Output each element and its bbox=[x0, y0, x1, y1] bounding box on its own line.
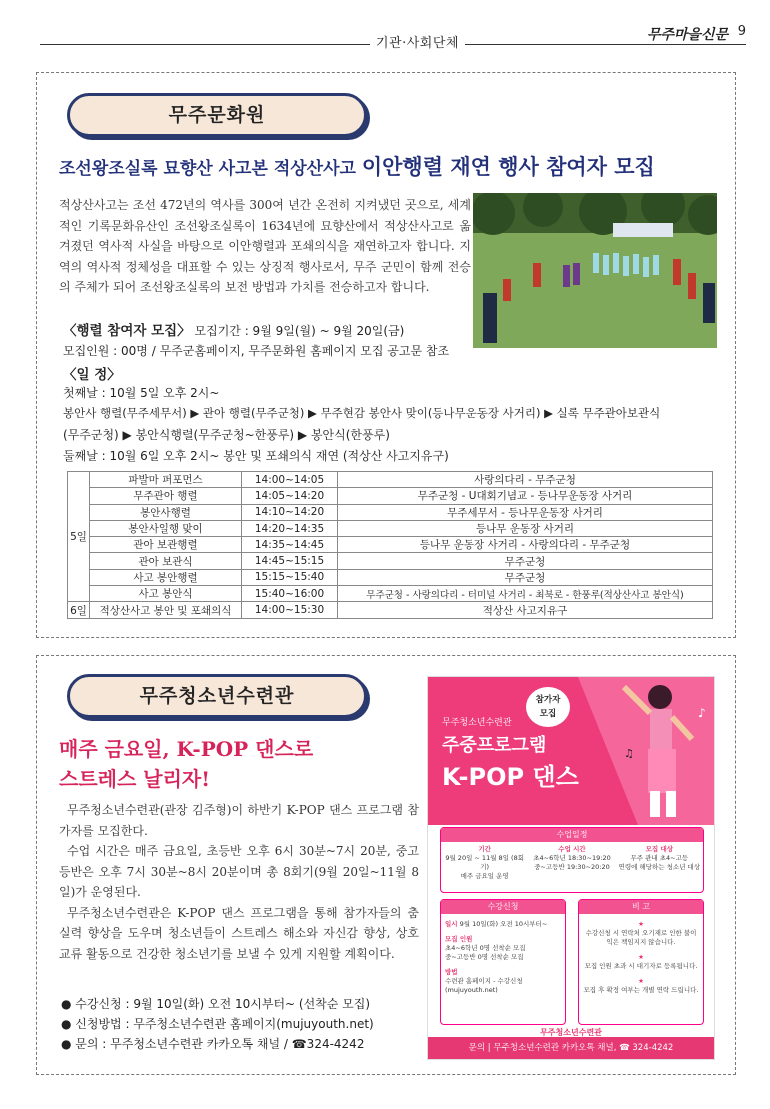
time-cell: 15:40~16:00 bbox=[242, 586, 338, 602]
org-name: 무주청소년수련관 bbox=[139, 685, 295, 707]
badge-line-1: 참가자 bbox=[535, 695, 561, 705]
body-paragraph: 수업 시간은 매주 금요일, 초등반 오후 6시 30분~7시 20분, 중고등반은 오후 7시 30분~8시 20분이며 총 8회기(9월 20일~11월 8일)가 운영된다. bbox=[59, 844, 419, 899]
col-head: 모집 대상 bbox=[645, 845, 674, 853]
event-cell: 적상산사고 봉안 및 포쇄의식 bbox=[90, 602, 242, 618]
schedule-route-1: 봉안사 행렬(무주세무서) ▶ 관아 행렬(무주군청) ▶ 무주현감 봉안사 맞이(등나무운동장 사거리) ▶ 실록 무주관아보관식 bbox=[63, 406, 661, 420]
article-munhwawon bbox=[36, 72, 736, 638]
article-body bbox=[59, 800, 419, 964]
poster-title-1: 주중프로그램 bbox=[442, 735, 547, 756]
headline-main: 이안행렬 재연 행사 참여자 모집 bbox=[361, 154, 655, 179]
recruit-line bbox=[63, 319, 404, 339]
col-value: 9월 20일 ~ 11월 8일 (8회기) bbox=[445, 854, 524, 871]
poster-class-schedule bbox=[440, 827, 704, 893]
col-head: 수업 시간 bbox=[558, 845, 586, 853]
time-cell: 14:05~14:20 bbox=[242, 488, 338, 504]
kpop-poster bbox=[427, 676, 715, 1060]
svg-text:♪: ♪ bbox=[698, 706, 706, 720]
schedule-heading-wrap bbox=[63, 363, 121, 383]
time-cell: 14:00~14:05 bbox=[242, 472, 338, 488]
table-row bbox=[68, 488, 713, 504]
schedule-route-2: (무주군청) ▶ 봉안식행렬(무주군청~한풍루) ▶ 봉안식(한풍루) bbox=[63, 428, 390, 442]
table-row bbox=[68, 569, 713, 585]
col-head: 기간 bbox=[478, 845, 491, 853]
schedule-day1: 첫째날 : 10월 5일 오후 2시~ bbox=[63, 386, 220, 400]
article-youth-center bbox=[36, 655, 736, 1075]
event-cell: 사고 봉안식 bbox=[90, 586, 242, 602]
place-cell: 무주군청 bbox=[338, 569, 713, 585]
time-cell: 14:45~15:15 bbox=[242, 553, 338, 569]
poster-apply bbox=[440, 899, 566, 1025]
note-item: 모집 후 확정 여부는 개별 연락 드립니다. bbox=[583, 986, 699, 994]
target-col bbox=[616, 842, 703, 881]
field-value: 9월 10일(화) 오전 10시부터~ bbox=[459, 920, 548, 928]
newspaper-logo: 무주마을신문 bbox=[645, 24, 730, 44]
section-title: 기관·사회단체 bbox=[370, 32, 465, 51]
event-cell: 사고 봉안행렬 bbox=[90, 569, 242, 585]
headline-line-1: 매주 금요일, K-POP 댄스로 bbox=[59, 737, 314, 761]
field-value: 중~고등반 0명 선착순 모집 bbox=[445, 953, 524, 961]
time-col bbox=[528, 842, 615, 881]
day-cell: 6일 bbox=[68, 602, 90, 618]
time-cell: 14:20~14:35 bbox=[242, 520, 338, 536]
place-cell: 적상산 사고지유구 bbox=[338, 602, 713, 618]
table-row bbox=[68, 537, 713, 553]
schedule-heading: 〈일 정〉 bbox=[63, 367, 121, 383]
event-cell: 파발마 퍼포먼스 bbox=[90, 472, 242, 488]
day-cell: 5일 bbox=[68, 472, 90, 602]
event-cell: 무주관아 행렬 bbox=[90, 488, 242, 504]
table-row bbox=[68, 586, 713, 602]
org-name: 무주문화원 bbox=[168, 104, 266, 126]
list-item: ● 문의 : 무주청소년수련관 카카오톡 채널 / ☎324-4242 bbox=[61, 1037, 365, 1051]
time-cell: 14:10~14:20 bbox=[242, 504, 338, 520]
poster-notes: 비 고 ★ 수강신청 시 연락처 오기재로 인한 불이익은 책임지지 않습니다. ★ 모집 인원 초과 시 대기자로 등록됩니다. ★ 모집 후 확정 여부는 개별 연락 드립니다. bbox=[578, 899, 704, 1025]
body-paragraph: 무주청소년수련관(관장 김주형)이 하반기 K-POP 댄스 프로그램 참가자를 모집한다. bbox=[59, 803, 419, 838]
place-cell: 사랑의다리 - 무주군청 bbox=[338, 472, 713, 488]
article-headline bbox=[59, 734, 313, 794]
event-cell: 관아 보관식 bbox=[90, 553, 242, 569]
org-banner bbox=[67, 93, 367, 137]
note-item: 모집 인원 초과 시 대기자로 등록됩니다. bbox=[584, 962, 698, 970]
event-photo bbox=[473, 193, 717, 348]
poster-org: 무주청소년수련관 bbox=[442, 718, 512, 728]
badge-line-2: 모집 bbox=[539, 709, 557, 719]
note-item: 수강신청 시 연락처 오기재로 인한 불이익은 책임지지 않습니다. bbox=[585, 929, 697, 946]
field-label: 모집 인원 bbox=[445, 935, 473, 943]
time-cell: 14:00~15:30 bbox=[242, 602, 338, 618]
article-body: 적상산사고는 조선 472년의 역사를 300여 년간 온전히 지켜냈던 곳으로, 세계적인 기록문화유산인 조선왕조실록이 1634년에 묘향산에서 적상산사고로 옮겨졌던 역사적 사실을 바탕으로 이안행렬과 포쇄의식을 재연하고자 합니다. 지역의 역사적 정체성을 대표할 수 있는 상징적 행사로서, 무주 군민이 함께 전승의 주체가 되어 조선왕조실록의 보전 방법과 가치를 전승하고자 합니다. bbox=[59, 198, 471, 294]
section-title: 수강신청 bbox=[441, 900, 565, 914]
place-cell: 무주세무서 - 등나무운동장 사거리 bbox=[338, 504, 713, 520]
time-cell: 15:15~15:40 bbox=[242, 569, 338, 585]
place-cell: 무주군청 - 사랑의다리 - 터미널 사거리 - 최북로 - 한풍루(적상산사고 봉안식) bbox=[338, 586, 713, 602]
poster-footer-logo: 무주청소년수련관 bbox=[540, 1028, 602, 1037]
table-row bbox=[68, 472, 713, 488]
schedule-table bbox=[67, 471, 713, 619]
col-value: 연령에 해당하는 청소년 대상 bbox=[618, 863, 701, 871]
col-value: 중~고등반 19:30~20:20 bbox=[534, 863, 610, 871]
procession-photo-illustration bbox=[473, 193, 717, 348]
period-col bbox=[441, 842, 528, 881]
field-label: 일시 bbox=[445, 920, 458, 928]
schedule-day2: 둘째날 : 10월 6일 오후 2시~ 봉안 및 포쇄의식 재연 (적상산 사고지유구) bbox=[63, 449, 449, 463]
table-row bbox=[68, 504, 713, 520]
event-cell: 관아 보관행렬 bbox=[90, 537, 242, 553]
place-cell: 등나무 운동장 사거리 bbox=[338, 520, 713, 536]
place-cell: 무주군청 - U대회기념교 - 등나무운동장 사거리 bbox=[338, 488, 713, 504]
poster-title-2: K-POP 댄스 bbox=[442, 763, 579, 791]
field-value: 수련관 홈페이지 - 수강신청 bbox=[445, 977, 523, 985]
section-title: 비 고 bbox=[579, 900, 703, 914]
field-value: 초4~6학년 0명 선착순 모집 bbox=[445, 944, 526, 952]
article-headline bbox=[59, 151, 655, 181]
table-row bbox=[68, 602, 713, 618]
list-item: ● 수강신청 : 9월 10일(화) 오전 10시부터~ (선착순 모집) bbox=[61, 997, 371, 1011]
col-value: 무주 관내 초4~고등 bbox=[630, 854, 689, 862]
recruit-heading: 〈행렬 참여자 모집〉 bbox=[63, 323, 191, 339]
event-cell: 봉안사일행 맞이 bbox=[90, 520, 242, 536]
body-paragraph: 무주청소년수련관은 K-POP 댄스 프로그램을 통해 참가자들의 춤 실력 향상을 도우며 청소년들이 스트레스 해소와 자신감 향상, 상호 교류 활동으로 건강한 청소년기를 보낼 수 있게 지원할 계획이다. bbox=[59, 905, 419, 961]
list-item: ● 신청방법 : 무주청소년수련관 홈페이지(mujuyouth.net) bbox=[61, 1017, 374, 1031]
place-cell: 등나무 운동장 사거리 - 사랑의다리 - 무주군청 bbox=[338, 537, 713, 553]
page-header bbox=[40, 22, 746, 51]
poster-header bbox=[428, 677, 714, 825]
field-label: 방법 bbox=[445, 968, 458, 976]
col-value: 초4~6학년 18:30~19:20 bbox=[533, 854, 611, 862]
place-cell: 무주군청 bbox=[338, 553, 713, 569]
headline-prefix: 조선왕조실록 묘향산 사고본 적상산사고 bbox=[59, 159, 362, 179]
field-value: (mujuyouth.net) bbox=[445, 986, 498, 994]
section-title: 수업일정 bbox=[441, 828, 703, 842]
table-row bbox=[68, 553, 713, 569]
col-value: 매주 금요일 운영 bbox=[460, 872, 509, 880]
recruit-people: 모집인원 : 00명 / 무주군홈페이지, 무주문화원 홈페이지 모집 공고문 참조 bbox=[63, 344, 450, 358]
page-number: 9 bbox=[737, 24, 746, 39]
recruit-badge bbox=[526, 687, 570, 727]
svg-text:♫: ♫ bbox=[624, 747, 634, 760]
org-banner bbox=[67, 674, 367, 718]
info-list bbox=[61, 994, 374, 1054]
time-cell: 14:35~14:45 bbox=[242, 537, 338, 553]
poster-footer: 문의 | 무주청소년수련관 카카오톡 채널, ☎ 324-4242 bbox=[428, 1037, 714, 1059]
event-cell: 봉안사행렬 bbox=[90, 504, 242, 520]
table-row bbox=[68, 520, 713, 536]
headline-line-2: 스트레스 날리자! bbox=[59, 767, 210, 791]
recruit-period: 모집기간 : 9월 9일(월) ~ 9월 20일(금) bbox=[194, 324, 405, 338]
